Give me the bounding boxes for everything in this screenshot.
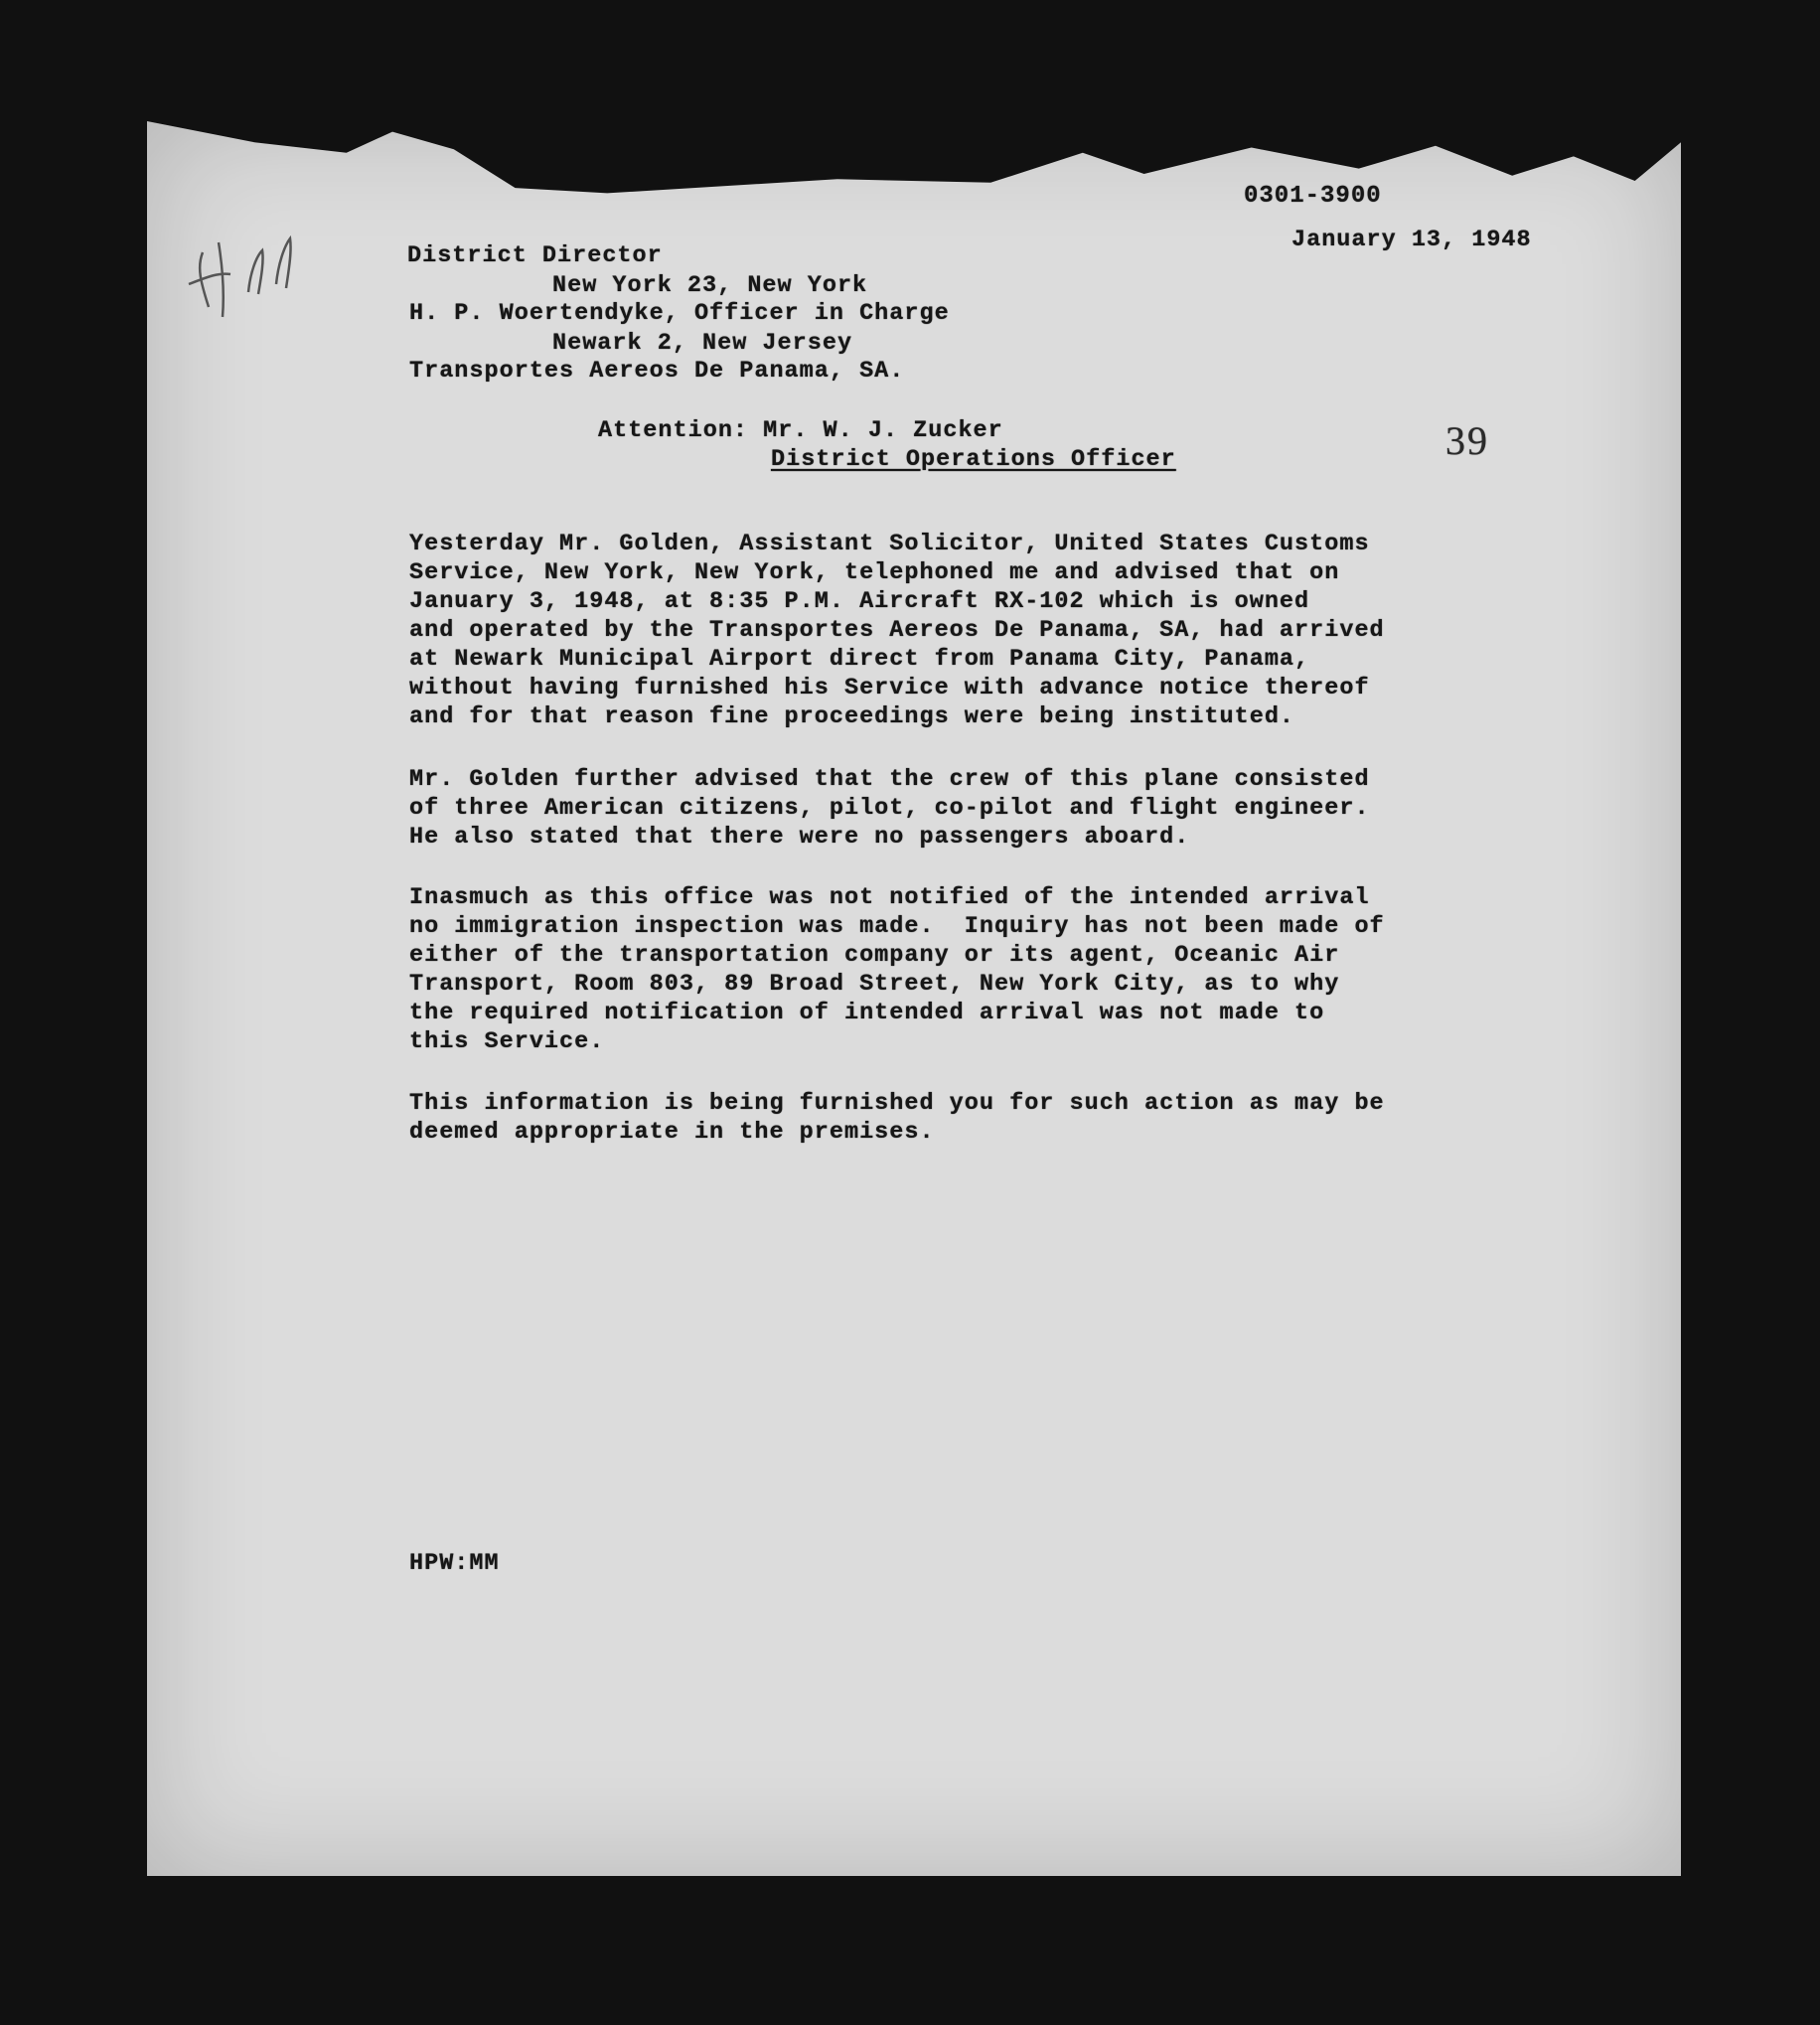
paragraph-1-line: Service, New York, New York, telephoned me and advised that on	[409, 559, 1340, 586]
paragraph-3-line: this Service.	[409, 1028, 605, 1055]
reference-number: 0301-3900	[1244, 183, 1382, 210]
paragraph-1-line: Yesterday Mr. Golden, Assistant Solicitor, United States Customs	[409, 531, 1370, 557]
paragraph-3-line: either of the transportation company or its agent, Oceanic Air	[409, 942, 1340, 969]
paragraph-3-line: the required notification of intended arrival was not made to	[409, 1000, 1325, 1026]
paragraph-1-line: and for that reason fine proceedings were being instituted.	[409, 703, 1295, 730]
address-line-5: Transportes Aereos De Panama, SA.	[409, 358, 905, 385]
address-line-4: Newark 2, New Jersey	[552, 330, 853, 357]
address-line-1: District Director	[407, 242, 663, 269]
paragraph-1-line: January 3, 1948, at 8:35 P.M. Aircraft RX-102 which is owned	[409, 588, 1310, 615]
attention-title: District Operations Officer	[771, 446, 1176, 473]
paragraph-3-line: Inasmuch as this office was not notified of the intended arrival	[409, 884, 1370, 911]
paragraph-2-line: He also stated that there were no passengers aboard.	[409, 824, 1190, 851]
paragraph-4-line: This information is being furnished you for such action as may be	[409, 1090, 1385, 1117]
paragraph-4-line: deemed appropriate in the premises.	[409, 1119, 935, 1146]
letter-date: January 13, 1948	[1291, 227, 1532, 253]
page-number: 39	[1445, 418, 1489, 463]
paragraph-1-line: at Newark Municipal Airport direct from Panama City, Panama,	[409, 646, 1310, 673]
address-line-3: H. P. Woertendyke, Officer in Charge	[409, 300, 950, 327]
document-page	[147, 121, 1681, 1876]
paragraph-1-line: and operated by the Transportes Aereos De Panama, SA, had arrived	[409, 617, 1385, 644]
address-line-2: New York 23, New York	[552, 272, 868, 299]
handwritten-note	[179, 223, 318, 332]
paragraph-2-line: Mr. Golden further advised that the crew of this plane consisted	[409, 766, 1370, 793]
paragraph-3-line: Transport, Room 803, 89 Broad Street, New York City, as to why	[409, 971, 1340, 998]
paragraph-3-line: no immigration inspection was made. Inquiry has not been made of	[409, 913, 1385, 940]
paragraph-1-line: without having furnished his Service with advance notice thereof	[409, 675, 1370, 701]
paragraph-2-line: of three American citizens, pilot, co-pilot and flight engineer.	[409, 795, 1370, 822]
typist-initials: HPW:MM	[409, 1550, 500, 1577]
attention-line: Attention: Mr. W. J. Zucker	[598, 417, 1003, 444]
